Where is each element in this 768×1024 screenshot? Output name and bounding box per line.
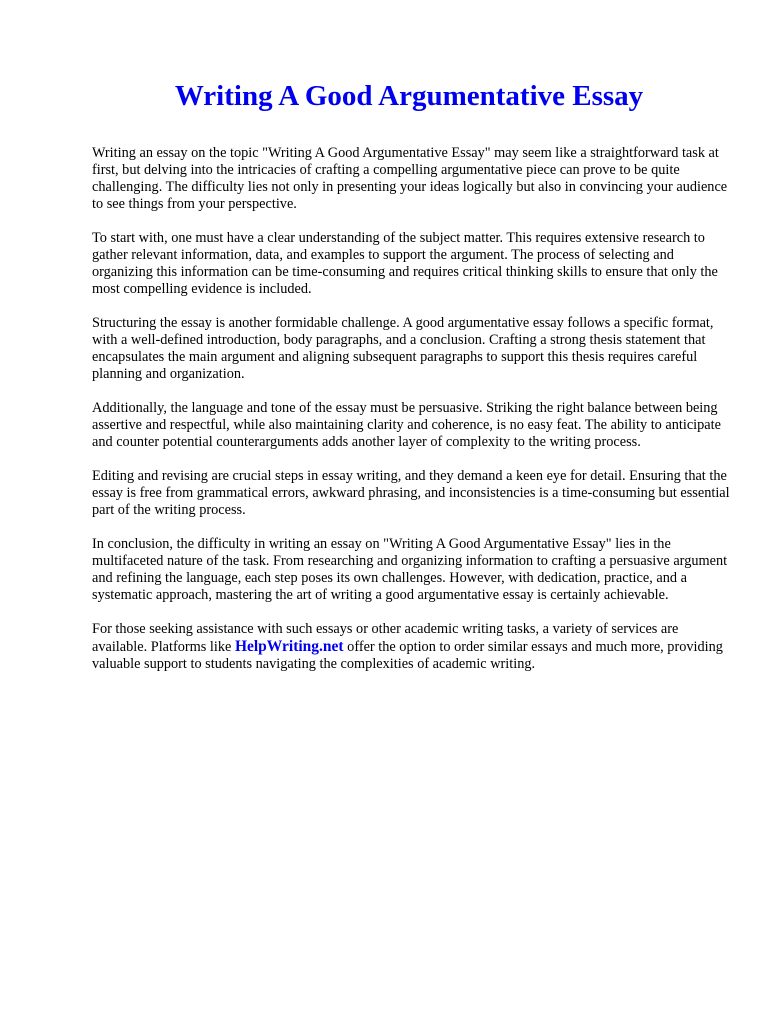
paragraph-editing: Editing and revising are crucial steps in essay writing, and they demand a keen eye for detail. Ensuring that the essay is free from grammatical errors, awkward phrasing, and inconsistencies is a time-consuming but essential part of the writing process. [92, 468, 730, 518]
essay-body [92, 145, 732, 690]
paragraph-intro: Writing an essay on the topic "Writing A Good Argumentative Essay" may seem like a straightforward task at first, but delving into the intricacies of crafting a compelling argumentative piece can prove to be quite challenging. The difficulty lies not only in presenting your ideas logically but also in convincing your audience to see things from your perspective. [92, 145, 728, 212]
assistance-text-after: offer the option to order similar essays and much more, providing valuable support to students navigating the complexities of academic writing. [92, 639, 723, 672]
paragraph-research: To start with, one must have a clear understanding of the subject matter. This requires extensive research to gather relevant information, data, and examples to support the argument. The process of selecting and organizing this information can be time-consuming and requires critical thinking skills to ensure that only the most compelling evidence is included. [92, 230, 718, 297]
paragraph-conclusion: In conclusion, the difficulty in writing an essay on "Writing A Good Argumentative Essay" lies in the multifaceted nature of the task. From researching and organizing information to crafting a persuasive argument and refining the language, each step poses its own challenges. However, with dedication, practice, and a systematic approach, mastering the art of writing a good argumentative essay is certainly achievable. [92, 536, 728, 603]
assistance-text-before: For those seeking assistance with such essays or other academic writing tasks, a variety of services are available. Platforms like [92, 621, 679, 655]
paragraph-language: Additionally, the language and tone of the essay must be persuasive. Striking the right balance between being assertive and respectful, while also maintaining clarity and coherence, is no easy feat. The ability to anticipate and counter potential counterarguments adds another layer of complexity to the writing process. [92, 400, 721, 450]
page-title: Writing A Good Argumentative Essay [174, 80, 644, 112]
paragraph-structure: Structuring the essay is another formidable challenge. A good argumentative essay follows a specific format, with a well-defined introduction, body paragraphs, and a conclusion. Crafting a strong thesis statement that encapsulates the main argument and aligning subsequent paragraphs to support this thesis requires careful planning and organization. [92, 315, 714, 382]
helpwriting-link[interactable]: HelpWriting.net [234, 638, 344, 655]
paragraph-assistance [92, 621, 732, 673]
